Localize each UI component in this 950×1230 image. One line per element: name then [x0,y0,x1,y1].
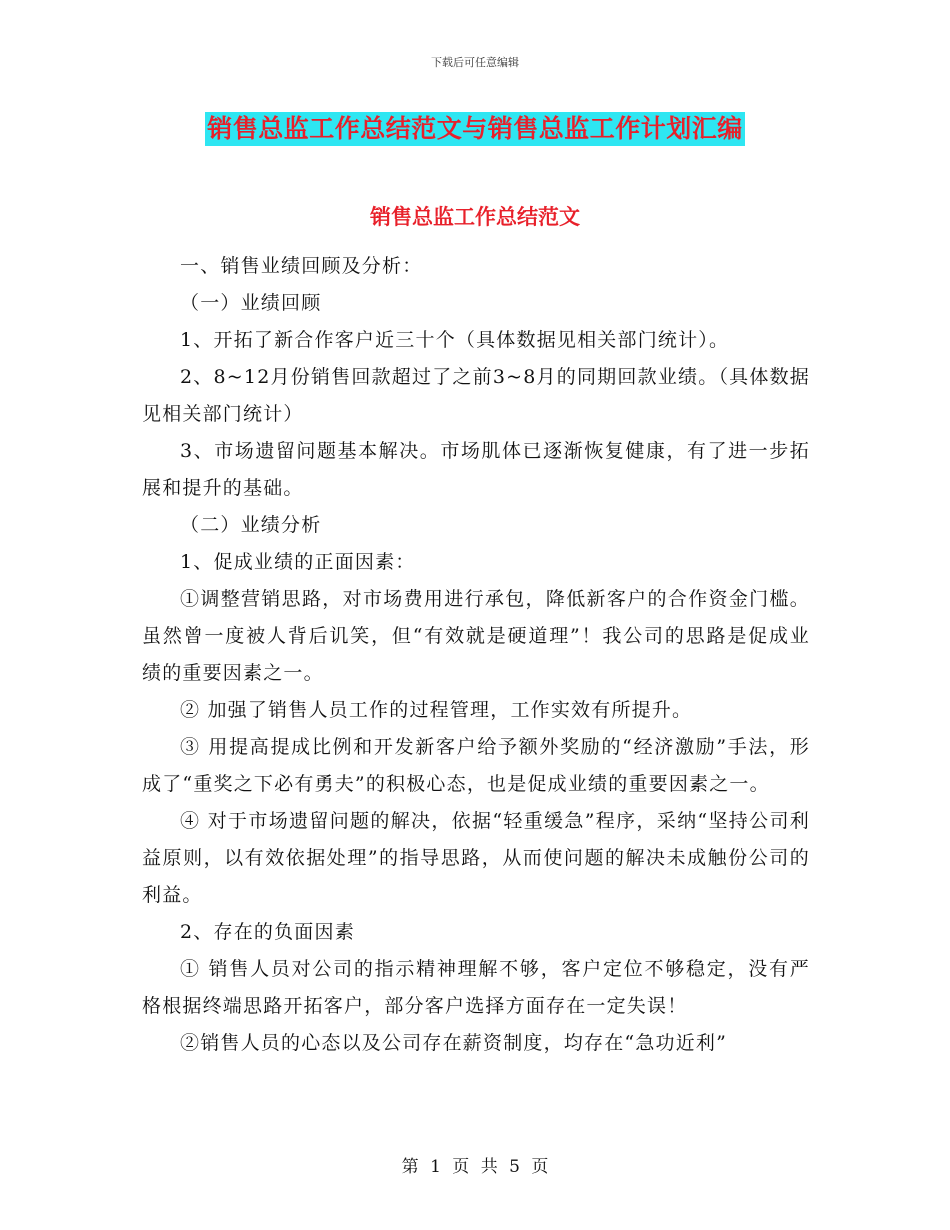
paragraph: （二）业绩分析 [180,514,322,536]
paragraph: ② 加强了销售人员工作的过程管理，工作实效有所提升。 [180,699,693,721]
page-header-note: 下载后可任意编辑 [431,56,519,69]
document-main-title: 销售总监工作总结范文与销售总监工作计划汇编 [205,112,745,146]
paragraph: （一）业绩回顾 [180,292,322,314]
paragraph: ③ 用提高提成比例和开发新客户给予额外奖励的“经济激励”手法，形成了“重奖之下必有勇夫”的积极心态，也是促成业绩的重要因素之一。 [142,736,810,795]
paragraph: 1、开拓了新合作客户近三十个（具体数据见相关部门统计）。 [180,329,730,351]
document-body [142,248,810,1062]
paragraph: ① 销售人员对公司的指示精神理解不够，客户定位不够稳定，没有严格根据终端思路开拓客户，部分客户选择方面存在一定失误！ [142,958,810,1017]
paragraph: 2、存在的负面因素 [180,921,355,943]
main-title-container [0,112,950,146]
page-footer: 第 1 页 共 5 页 [401,1157,549,1177]
paragraph: ②销售人员的心态以及公司存在薪资制度，均存在“急功近利” [180,1032,728,1054]
paragraph: 1、促成业绩的正面因素： [180,551,416,573]
paragraph: 一、销售业绩回顾及分析： [180,255,423,277]
paragraph: 3、市场遗留问题基本解决。市场肌体已逐渐恢复健康，有了进一步拓展和提升的基础。 [142,440,810,499]
paragraph: 2、8~12月份销售回款超过了之前3~8月的同期回款业绩。（具体数据见相关部门统计） [142,366,810,425]
paragraph: ①调整营销思路，对市场费用进行承包，降低新客户的合作资金门槛。虽然曾一度被人背后讥笑，但“有效就是硬道理”！我公司的思路是促成业绩的重要因素之一。 [142,588,810,684]
section-title: 销售总监工作总结范文 [370,205,580,229]
paragraph: ④ 对于市场遗留问题的解决，依据“轻重缓急”程序，采纳“坚持公司利益原则，以有效依据处理”的指导思路，从而使问题的解决未成触份公司的利益。 [142,810,810,906]
